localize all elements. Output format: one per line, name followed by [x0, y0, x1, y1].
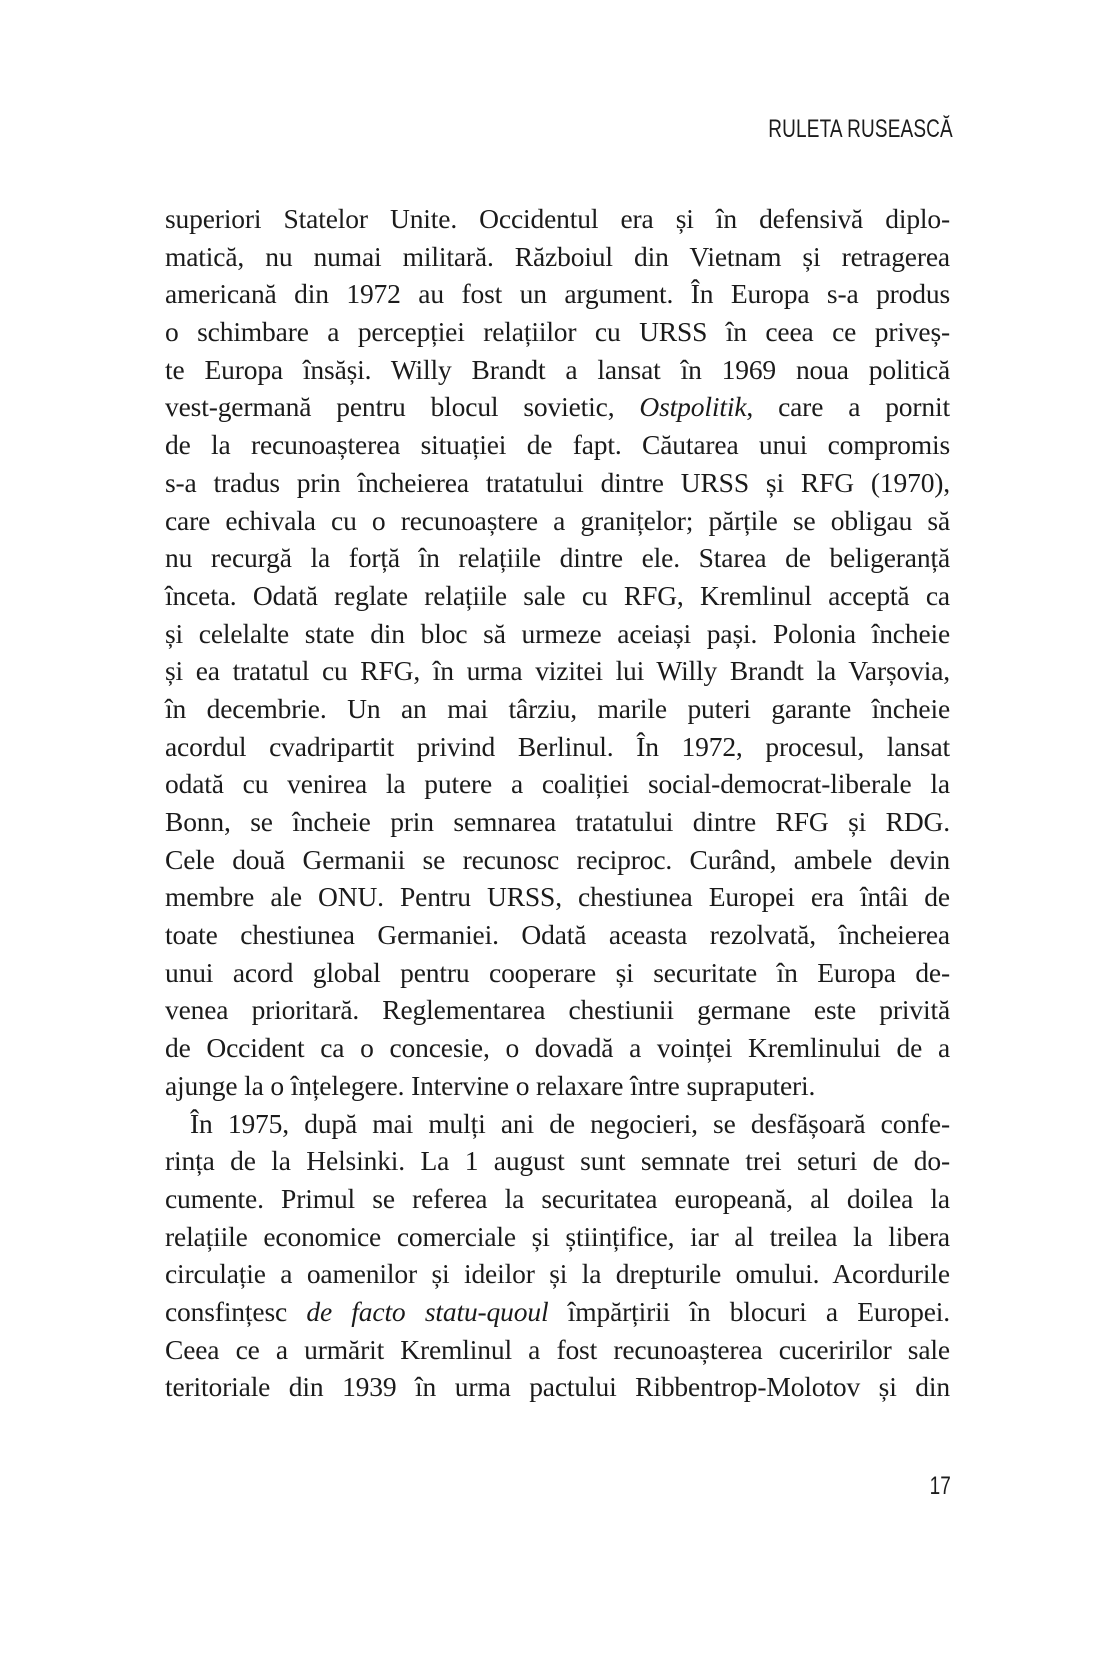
- text-run: rința de la Helsinki. La 1 august sunt semnate trei seturi de do-: [165, 1145, 950, 1177]
- text-line: [165, 200, 950, 238]
- text-run: în decembrie. Un an mai târziu, marile puteri garante încheie: [165, 692, 951, 724]
- text-line: [165, 577, 950, 615]
- text-line: [165, 1105, 950, 1143]
- text-line: [165, 803, 950, 841]
- text-line: [165, 275, 950, 313]
- text-run: superiori Statelor Unite. Occidentul era și în defensivă diplo-: [165, 203, 951, 234]
- text-run: relațiile economice comerciale și științifice, iar al treilea la libera: [165, 1220, 950, 1252]
- text-line: [165, 1255, 950, 1293]
- text-run: care echivala cu o recunoaștere a granițelor; părțile se obligau să: [165, 504, 951, 536]
- text-line: [165, 1142, 950, 1180]
- text-run: membre ale ONU. Pentru URSS, chestiunea Europei era întâi de: [165, 881, 950, 913]
- text-line: [165, 238, 950, 276]
- text-line: [165, 426, 950, 464]
- text-line: [165, 1218, 950, 1256]
- page-number: 17: [929, 1472, 951, 1500]
- text-run: de la recunoașterea situației de fapt. Căutarea unui compromis: [165, 429, 950, 461]
- text-line: [165, 1331, 950, 1369]
- text-run: o schimbare a percepției relațiilor cu URSS în ceea ce priveș-: [165, 316, 951, 348]
- text-line: [165, 991, 950, 1029]
- italic-text-run: Ostpolitik: [639, 391, 747, 423]
- text-line: [165, 728, 950, 766]
- text-line: [165, 388, 950, 426]
- italic-text-run: de facto statu-quoul: [306, 1295, 549, 1327]
- text-run: cumente. Primul se referea la securitatea europeană, al doilea la: [165, 1182, 950, 1214]
- text-run: americană din 1972 au fost un argument. În Europa s-a produs: [165, 278, 951, 310]
- text-line: [165, 502, 950, 540]
- text-block: [165, 200, 950, 1406]
- text-line: [165, 615, 950, 653]
- text-line: [165, 1029, 950, 1067]
- text-line: [165, 954, 950, 992]
- text-run: odată cu venirea la putere a coaliției social-democrat-liberale la: [165, 768, 950, 800]
- text-line: [165, 1067, 950, 1105]
- text-run: împărțirii în blocuri a Europei.: [548, 1295, 950, 1327]
- text-line: [165, 652, 950, 690]
- text-run: teritoriale din 1939 în urma pactului Ribbentrop-Molotov și din: [165, 1371, 950, 1403]
- text-line: [165, 765, 950, 803]
- paragraph: [165, 1105, 950, 1407]
- text-run: acordul cvadripartit privind Berlinul. În 1972, procesul, lansat: [165, 730, 950, 762]
- text-line: [165, 539, 950, 577]
- text-run: Ceea ce a urmărit Kremlinul a fost recunoașterea cuceririlor sale: [165, 1333, 950, 1365]
- text-run: nu recurgă la forță în relațiile dintre ele. Starea de beligeranță: [165, 542, 951, 574]
- text-run: te Europa însăși. Willy Brandt a lansat în 1969 noua politică: [165, 353, 951, 385]
- text-line: [165, 313, 950, 351]
- text-line: [165, 690, 950, 728]
- text-run: s-a tradus prin încheierea tratatului dintre URSS și RFG (1970),: [165, 466, 951, 498]
- text-run: venea prioritară. Reglementarea chestiunii germane este privită: [165, 994, 951, 1026]
- text-run: matică, nu numai militară. Războiul din Vietnam și retragerea: [165, 240, 950, 272]
- text-run: circulație a oamenilor și ideilor și la drepturile omului. Acordurile: [165, 1258, 950, 1290]
- text-line: [165, 1368, 950, 1406]
- text-run: și celelalte state din bloc să urmeze aceiași pași. Polonia încheie: [165, 617, 951, 649]
- text-run: În 1975, după mai mulți ani de negocieri, se desfășoară confe-: [190, 1107, 950, 1139]
- text-line: [165, 916, 950, 954]
- text-run: Cele două Germanii se recunosc reciproc. Curând, ambele devin: [165, 843, 950, 875]
- text-line: [165, 464, 950, 502]
- running-head: RULETA RUSEASCĂ: [768, 115, 953, 143]
- text-run: , care a pornit: [746, 391, 951, 423]
- text-run: înceta. Odată reglate relațiile sale cu RFG, Kremlinul acceptă ca: [165, 579, 950, 611]
- text-line: [165, 841, 950, 879]
- text-line: [165, 351, 950, 389]
- text-run: Bonn, se încheie prin semnarea tratatului dintre RFG și RDG.: [165, 806, 950, 837]
- text-run: vest-germană pentru blocul sovietic,: [165, 391, 640, 423]
- text-run: și ea tratatul cu RFG, în urma vizitei lui Willy Brandt la Varșovia,: [165, 655, 950, 687]
- text-run: consfințesc: [165, 1295, 307, 1327]
- text-run: toate chestiunea Germaniei. Odată aceasta rezolvată, încheierea: [165, 919, 950, 951]
- text-line: [165, 878, 950, 916]
- text-line: [165, 1293, 950, 1331]
- paragraph: [165, 200, 950, 1105]
- text-run: ajunge la o înțelegere. Intervine o relaxare între supraputeri.: [165, 1069, 816, 1101]
- text-run: de Occident ca o concesie, o dovadă a voinței Kremlinului de a: [165, 1032, 951, 1064]
- text-line: [165, 1180, 950, 1218]
- text-run: unui acord global pentru cooperare și securitate în Europa de-: [165, 956, 950, 988]
